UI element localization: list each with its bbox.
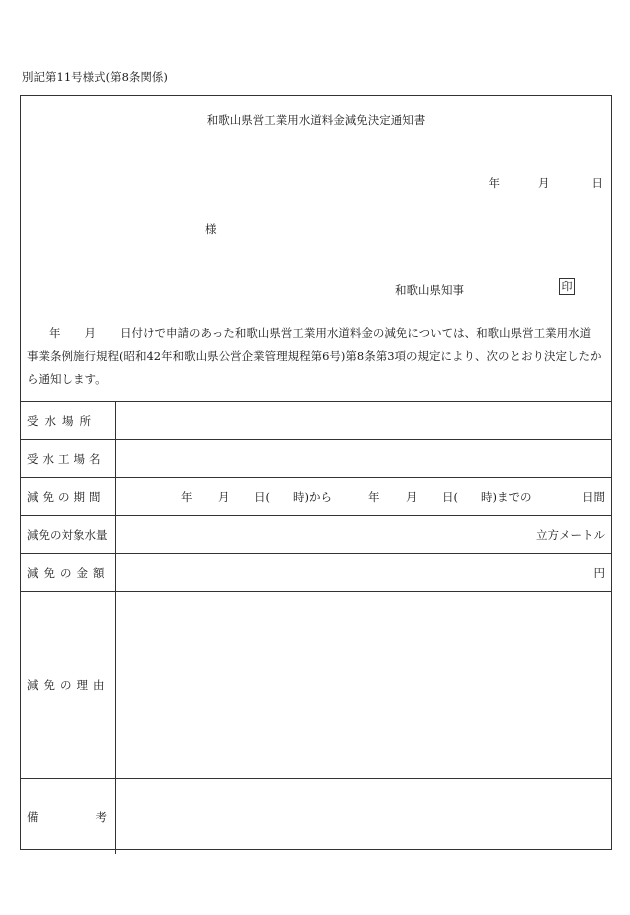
row-label-remarks <box>21 779 116 854</box>
seal-box: 印 <box>559 278 575 295</box>
body-month: 月 <box>84 326 96 340</box>
body-line2: 事業条例施行規程(昭和42年和歌山県公営企業管理規程第6号)第8条第3項の規定により、次のとおり決定したか <box>27 349 602 363</box>
body-year: 年 <box>49 326 61 340</box>
period-start-month: 月 <box>218 489 230 504</box>
row-value-factory-name[interactable] <box>116 440 611 477</box>
period-end-hour: 時)までの <box>481 489 532 504</box>
row-label-water-volume: 減免の対象水量 <box>21 516 116 553</box>
row-label-amount: 減免の金額 <box>21 554 116 591</box>
date-year: 年 <box>488 176 500 190</box>
period-end-month: 月 <box>406 489 418 504</box>
addressee-suffix: 様 <box>205 222 217 236</box>
notice-form <box>20 95 612 850</box>
period-end-day: 日( <box>442 489 458 504</box>
notice-body <box>27 322 607 391</box>
table-row <box>21 402 611 440</box>
row-value-water-volume[interactable] <box>116 516 611 553</box>
issuer-name: 和歌山県知事 <box>395 283 464 297</box>
volume-unit: 立方メートル <box>536 527 605 542</box>
table-row <box>21 516 611 554</box>
period-start-year: 年 <box>181 489 193 504</box>
row-label-period: 減免の期間 <box>21 478 116 515</box>
remarks-char-1: 備 <box>27 809 39 824</box>
issue-date <box>489 175 604 191</box>
table-row <box>21 592 611 779</box>
period-end-year: 年 <box>368 489 380 504</box>
row-value-reason[interactable] <box>116 592 611 778</box>
row-label-reason: 減免の理由 <box>21 592 116 778</box>
period-start-hour: 時)から <box>293 489 332 504</box>
date-month: 月 <box>538 176 550 190</box>
period-start-day: 日( <box>254 489 270 504</box>
form-caption: 別記第11号様式(第8条関係) <box>22 70 168 84</box>
period-days: 日間 <box>582 489 605 504</box>
form-title: 和歌山県営工業用水道料金減免決定通知書 <box>206 113 426 127</box>
row-value-amount[interactable] <box>116 554 611 591</box>
row-value-remarks[interactable] <box>116 779 611 854</box>
row-label-water-location: 受水場所 <box>21 402 116 439</box>
table-row <box>21 440 611 478</box>
detail-table <box>21 401 611 854</box>
remarks-char-2: 考 <box>95 809 107 824</box>
amount-unit: 円 <box>593 565 605 580</box>
row-value-period[interactable] <box>116 478 611 515</box>
table-row <box>21 554 611 592</box>
date-day: 日 <box>591 176 603 190</box>
row-value-water-location[interactable] <box>116 402 611 439</box>
body-line3: ら通知します。 <box>27 372 107 386</box>
body-line1: 日付けで申請のあった和歌山県営工業用水道料金の減免については、和歌山県営工業用水道 <box>120 326 592 340</box>
table-row <box>21 779 611 854</box>
table-row <box>21 478 611 516</box>
row-label-factory-name: 受水工場名 <box>21 440 116 477</box>
